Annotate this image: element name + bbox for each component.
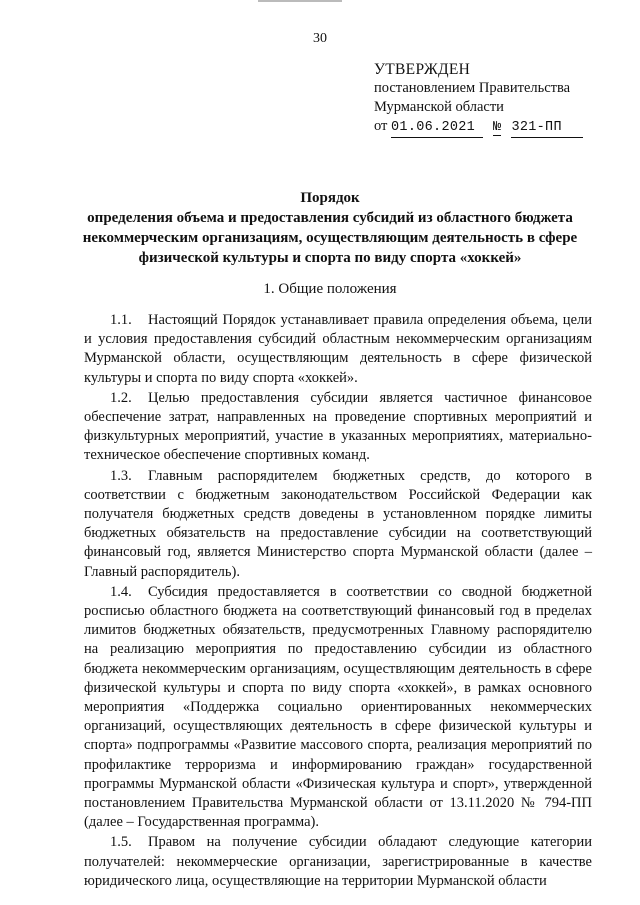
section-heading: 1. Общие положения: [263, 281, 397, 297]
from-label: от: [374, 118, 388, 134]
paragraph-number: 1.4.: [110, 583, 132, 600]
paragraph-1-2: [84, 389, 592, 466]
paragraph-text: Правом на получение субсидии обладают следующие категории получателей: некоммерческие организации, зарегистрированные в качестве юридического лица, осуществляющие на территории Мурманской области: [84, 834, 592, 889]
page-number: 30: [313, 31, 327, 46]
paragraph-text: Настоящий Порядок устанавливает правила определения объема, цели и условия предоставления субсидий областным некоммерческим организациям Мурманской области, осуществляющим деятельность в сфере физической культуры и спорта по виду спорта «хоккей».: [84, 312, 592, 386]
number-sign: №: [493, 120, 502, 135]
paragraph-number: 1.3.: [110, 467, 132, 484]
approval-stamp: [374, 60, 614, 138]
document-title: [60, 188, 600, 268]
paragraph-1-3: [84, 467, 592, 582]
paragraph-text: Целью предоставления субсидии является частичное финансовое обеспечение затрат, направленных на проведение спортивных мероприятий и физкультурных мероприятий, участие в указанных мероприятиях, материально-техническое обеспечение спортивных команд.: [84, 389, 592, 464]
approval-heading: УТВЕРЖДЕН: [374, 61, 471, 78]
title-line-4: физической культуры и спорта по виду спорта «хоккей»: [138, 250, 522, 266]
title-line-1: Порядок: [300, 190, 360, 206]
approval-line-1: постановлением Правительства: [374, 80, 571, 96]
decree-number: 321-ПП: [511, 118, 583, 138]
paragraph-number: 1.5.: [110, 834, 132, 851]
title-line-3: некоммерческим организациям, осуществляющим деятельность в сфере: [82, 230, 578, 246]
approval-date-number: [374, 117, 614, 138]
document-body: [84, 311, 592, 891]
paragraph-number: 1.2.: [110, 389, 132, 406]
approval-line-2: Мурманской области: [374, 99, 504, 115]
paragraph-1-5: [84, 833, 592, 891]
paragraph-1-1: [84, 311, 592, 388]
paragraph-text: Главным распорядителем бюджетных средств, до которого в соответствии с бюджетным законодательством Российской Федерации как получателя бюджетных средств доведены в установленном порядке лимиты бюджетных обязательств на предоставление субсидии на соответствующий финансовый год, является Министерство спорта Мурманской области (далее – Главный распорядитель).: [84, 467, 592, 580]
top-edge-mark: [258, 0, 342, 2]
paragraph-text: Субсидия предоставляется в соответствии со сводной бюджетной росписью областного бюджета на соответствующий финансовый год в пределах лимитов бюджетных обязательств, предусмотренных Главному распорядителю на реализацию мероприятия по предоставлению субсидии из областного бюджета некоммерческим организациям, осуществляющим деятельность в сфере физической культуры и спорта по виду спорта «хоккей», в рамках основного мероприятия «Поддержка социально ориентированных некоммерческих организаций, осуществляющих деятельность в сфере физической культуры и спорта» подпрограммы «Развитие массового спорта, реализация мероприятий по профилактике терроризма и информированию граждан» государственной программы Мурманской области «Физическая культура и спорт», утвержденной постановлением Правительства Мурманской области от 13.11.2020 № 794-ПП (далее – Государственная программа).: [84, 583, 592, 831]
title-line-2: определения объема и предоставления субсидий из областного бюджета: [87, 210, 573, 226]
decree-date: 01.06.2021: [391, 118, 483, 138]
paragraph-number: 1.1.: [110, 312, 132, 328]
paragraph-1-4: [84, 583, 592, 833]
